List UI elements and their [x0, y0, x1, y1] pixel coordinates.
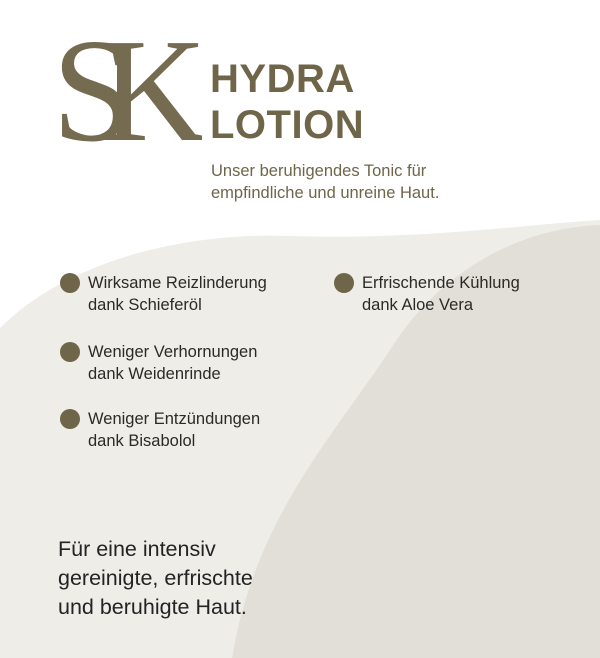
title-line-2: LOTION: [210, 103, 365, 147]
benefit-item-reizlinderung: [60, 272, 267, 316]
benefit-line-2: dank Bisabolol: [88, 432, 196, 450]
title-line-1: HYDRA: [210, 57, 355, 101]
benefit-line-1: Weniger Verhornungen: [88, 343, 258, 361]
tagline-line-1: Für eine intensiv: [58, 537, 216, 561]
benefit-item-kuehlung: [334, 272, 520, 316]
benefit-line-1: Erfrischende Kühlung: [362, 274, 520, 292]
benefit-item-verhornungen: [60, 341, 257, 385]
bullet-dot-icon: [334, 273, 354, 293]
bullet-dot-icon: [60, 409, 80, 429]
sk-logo: [52, 18, 202, 146]
tagline-line-3: und beruhigte Haut.: [58, 595, 247, 619]
subtitle-line-1: Unser beruhigendes Tonic für: [211, 162, 427, 180]
benefit-line-2: dank Aloe Vera: [362, 296, 474, 314]
product-title: [210, 56, 364, 148]
sk-logo-letters: SK: [52, 18, 174, 146]
benefit-line-1: Wirksame Reizlinderung: [88, 274, 267, 292]
product-subtitle: [211, 160, 581, 204]
benefit-line-1: Weniger Entzündungen: [88, 410, 261, 428]
subtitle-line-2: empfindliche und unreine Haut.: [211, 184, 440, 202]
benefit-line-2: dank Weidenrinde: [88, 365, 221, 383]
tagline-line-2: gereinigte, erfrischte: [58, 566, 253, 590]
benefit-line-2: dank Schieferöl: [88, 296, 202, 314]
bullet-dot-icon: [60, 273, 80, 293]
benefit-item-entzuendungen: [60, 408, 260, 452]
bullet-dot-icon: [60, 342, 80, 362]
closing-tagline: [58, 535, 253, 622]
